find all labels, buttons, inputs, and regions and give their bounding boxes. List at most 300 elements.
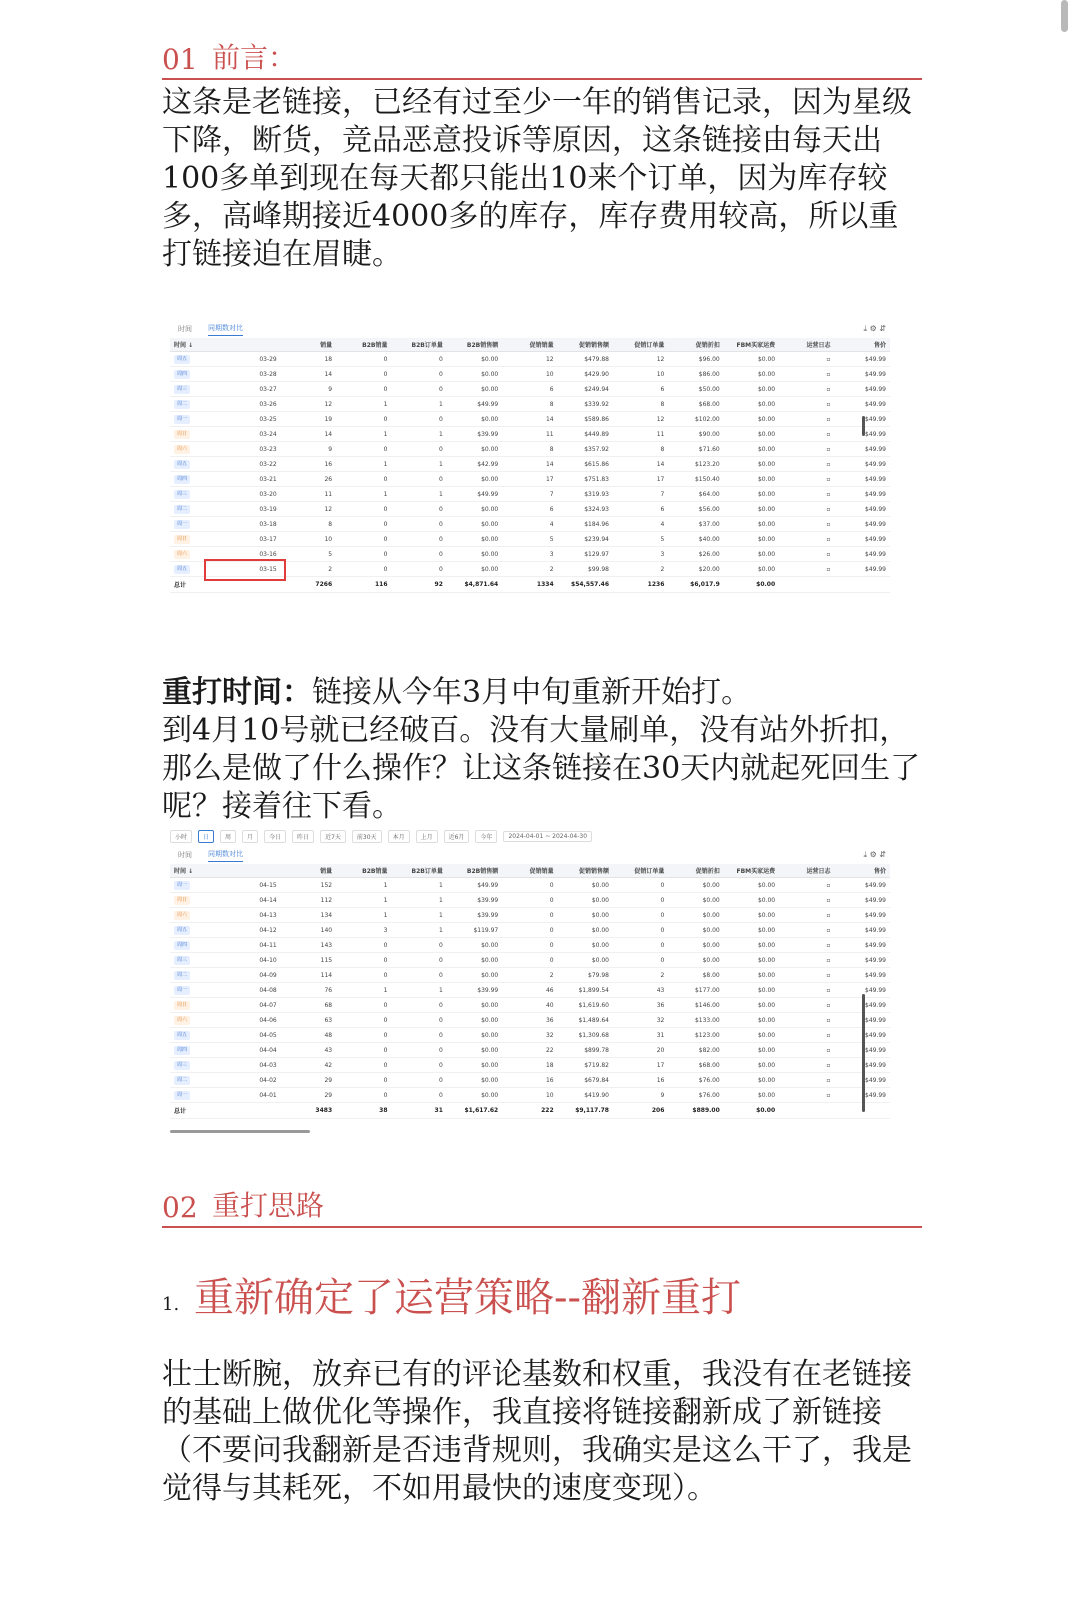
table-cell: 04-02 [225,1073,280,1088]
column-header[interactable]: 促销订单量 [613,338,668,352]
table-row [170,998,890,1013]
weekday-badge: 周日 [174,535,190,544]
column-header[interactable]: 促销折扣 [668,864,723,878]
column-header[interactable]: B2B销售额 [447,338,502,352]
table-cell: 1 [392,893,447,908]
table-cell: 7 [502,487,557,502]
table-cell: 0 [336,532,391,547]
table-cell: $0.00 [724,412,779,427]
table-cell: ▫ [779,1088,834,1103]
table-cell: 63 [281,1013,336,1028]
table-cell: 0 [502,893,557,908]
table-cell: 3 [502,547,557,562]
table-cell: $239.94 [558,532,613,547]
table-cell: ▫ [779,1028,834,1043]
date-filter-option[interactable]: 近6月 [444,830,470,843]
table-cell: 1 [336,397,391,412]
table-cell: $82.00 [668,1043,723,1058]
table-cell: 0 [392,968,447,983]
table-row [170,442,890,457]
table-cell: 0 [336,1013,391,1028]
table-cell: 143 [281,938,336,953]
total-cell: $0.00 [724,577,779,593]
weekday-badge: 周二 [174,505,190,514]
total-cell [835,577,891,593]
column-header[interactable]: 促销销售额 [558,338,613,352]
table-cell: $49.99 [835,923,891,938]
table-cell: 68 [281,998,336,1013]
weekday-badge: 周五 [174,1031,190,1040]
weekday-badge-cell [170,472,225,487]
table-cell: ▫ [779,983,834,998]
table-cell: $0.00 [724,502,779,517]
column-header[interactable]: B2B订单量 [392,338,447,352]
table-cell: 11 [502,427,557,442]
table-cell: $49.99 [835,998,891,1013]
table-cell: $0.00 [447,1028,502,1043]
date-filter-option[interactable]: 昨日 [292,830,314,843]
table-cell: 1 [336,487,391,502]
table-cell: 12 [613,352,668,367]
table-cell: 0 [502,938,557,953]
table-cell: 12 [281,397,336,412]
column-header[interactable] [225,338,280,352]
weekday-badge: 周三 [174,490,190,499]
weekday-badge: 周六 [174,550,190,559]
table-cell: $86.00 [668,367,723,382]
table-scrollbar[interactable] [862,994,865,1112]
table-cell: 43 [281,1043,336,1058]
weekday-badge-cell [170,397,225,412]
strategy-paragraph: 壮士断腕，放弃已有的评论基数和权重，我没有在老链接的基础上做优化等操作，我直接将链接翻新成了新链接（不要问我翻新是否违背规则，我确实是这么干了，我是觉得与其耗死，不如用最快的速度变现）。 [162,1357,912,1506]
table-cell: 04-03 [225,1058,280,1073]
table-cell: 9 [613,1088,668,1103]
table-cell: 134 [281,908,336,923]
weekday-badge: 周三 [174,1061,190,1070]
table-cell: $68.00 [668,1058,723,1073]
table-cell: $49.99 [835,442,891,457]
table-cell: $49.99 [835,502,891,517]
date-filter-option[interactable]: 小时 [170,830,192,843]
table-cell: 1 [392,397,447,412]
table-cell: $0.00 [724,547,779,562]
table-cell: $1,899.54 [558,983,613,998]
table-cell: 03-18 [225,517,280,532]
table-cell: ▫ [779,562,834,577]
table-cell: $49.99 [835,532,891,547]
table-cell: ▫ [779,472,834,487]
weekday-badge: 周一 [174,520,190,529]
table-cell: ▫ [779,382,834,397]
table-row [170,532,890,547]
table-cell: 112 [281,893,336,908]
table-cell: $49.99 [835,1088,891,1103]
table-cell: $39.99 [447,908,502,923]
table-cell: 04-06 [225,1013,280,1028]
section-number: 02 [162,1191,198,1224]
table-cell: $0.00 [668,878,723,893]
weekday-badge-cell [170,998,225,1013]
date-filter-option[interactable]: 近7天 [320,830,346,843]
table-cell: 17 [613,472,668,487]
column-header[interactable]: 运营日志 [779,864,834,878]
column-header[interactable]: FBM买家运费 [724,864,779,878]
table-row [170,352,890,367]
table-cell: $0.00 [724,352,779,367]
data-table [170,338,890,593]
table-cell: 42 [281,1058,336,1073]
column-header[interactable]: 促销销售额 [558,864,613,878]
total-cell: 222 [502,1103,557,1119]
table-scrollbar[interactable] [862,416,865,436]
table-cell: $96.00 [668,352,723,367]
column-header[interactable]: 促销销量 [502,864,557,878]
table-cell: $49.99 [835,1058,891,1073]
table-cell: $479.88 [558,352,613,367]
column-header[interactable]: B2B销量 [336,338,391,352]
table-tools-icon[interactable]: ⤓ ⚙ ⇵ [863,324,886,333]
table-row [170,502,890,517]
column-header[interactable]: B2B订单量 [392,864,447,878]
intro-paragraph: 这条是老链接，已经有过至少一年的销售记录，因为星级下降，断货，竞品恶意投诉等原因，这条链接由每天出100多单到现在每天都只能出10来个订单，因为库存较多，高峰期接近4000多的库存，库存费用较高，所以重打链接迫在眉睫。 [162,85,912,272]
table-cell: 04-14 [225,893,280,908]
date-filter-option[interactable]: 本月 [388,830,410,843]
scrollbar[interactable] [1061,0,1068,32]
table-cell: $20.00 [668,562,723,577]
table-cell: $0.00 [724,1013,779,1028]
section-header-ideas [162,1190,922,1228]
column-header[interactable]: B2B销售额 [447,864,502,878]
retime-label: 重打时间： [162,675,312,710]
column-header[interactable]: B2B销量 [336,864,391,878]
table-cell: 14 [281,427,336,442]
table-cell: 0 [336,938,391,953]
table-row [170,412,890,427]
table-cell: $0.00 [724,968,779,983]
table-cell: $177.00 [668,983,723,998]
table-cell: 03-22 [225,457,280,472]
tab-compare[interactable]: 同期数对比 [208,323,243,336]
table-cell: $49.99 [835,893,891,908]
table-cell: 0 [613,893,668,908]
weekday-badge: 周二 [174,971,190,980]
tab-time[interactable]: 时间 [178,325,192,333]
table-cell: ▫ [779,878,834,893]
table-cell: 0 [392,998,447,1013]
table-row [170,487,890,502]
table-cell: 0 [392,382,447,397]
table-cell: 1 [392,487,447,502]
table-row [170,893,890,908]
total-cell: 7266 [281,577,336,593]
table-cell: 0 [502,923,557,938]
column-header[interactable] [225,864,280,878]
total-cell: 总计 [170,577,225,593]
weekday-badge: 周六 [174,911,190,920]
total-cell: $6,017.9 [668,577,723,593]
column-header[interactable]: 促销订单量 [613,864,668,878]
date-filter-option[interactable]: 日 [198,830,214,843]
total-cell: $1,617.62 [447,1103,502,1119]
table-cell: 0 [392,532,447,547]
table-cell: $899.78 [558,1043,613,1058]
weekday-badge-cell [170,457,225,472]
table-cell: $0.00 [447,953,502,968]
table-cell: $324.93 [558,502,613,517]
table-cell: 0 [392,953,447,968]
table-cell: ▫ [779,442,834,457]
table-cell: ▫ [779,397,834,412]
date-filter-option[interactable]: 周 [220,830,236,843]
table-cell: $0.00 [724,367,779,382]
table-cell: $0.00 [724,1073,779,1088]
table-cell: 114 [281,968,336,983]
table-cell: $0.00 [724,427,779,442]
table-cell: 22 [502,1043,557,1058]
heading-title: 重新确定了运营策略--翻新重打 [194,1275,742,1321]
total-cell [225,1103,280,1119]
table-row [170,427,890,442]
tab-time[interactable]: 时间 [178,851,192,859]
table-tabs [162,320,898,338]
table-cell: 10 [502,367,557,382]
table-cell: ▫ [779,1013,834,1028]
weekday-badge-cell [170,923,225,938]
table-cell: $0.00 [447,968,502,983]
table-cell: $0.00 [724,397,779,412]
table-cell: ▫ [779,427,834,442]
weekday-badge-cell [170,502,225,517]
table-cell: $49.99 [835,487,891,502]
weekday-badge-cell [170,382,225,397]
table-cell: $615.86 [558,457,613,472]
heading-number: 1. [162,1294,180,1315]
table-cell: 0 [336,1028,391,1043]
retime-paragraph [162,674,922,826]
table-cell: ▫ [779,1043,834,1058]
table-row [170,983,890,998]
table-cell: $68.00 [668,397,723,412]
table-cell: $39.99 [447,983,502,998]
table-cell: $37.00 [668,517,723,532]
table-cell: $79.98 [558,968,613,983]
table-cell: $0.00 [558,878,613,893]
table-cell: 43 [613,983,668,998]
tab-compare[interactable]: 同期数对比 [208,849,243,862]
weekday-badge-cell [170,427,225,442]
table-cell: $0.00 [447,367,502,382]
table-cell: 36 [502,1013,557,1028]
table-cell: $184.96 [558,517,613,532]
table-cell: 04-05 [225,1028,280,1043]
table-cell: 0 [336,412,391,427]
column-header[interactable]: FBM买家运费 [724,338,779,352]
table-cell: $319.93 [558,487,613,502]
weekday-badge: 周六 [174,1016,190,1025]
weekday-badge-cell [170,1088,225,1103]
weekday-badge: 周五 [174,926,190,935]
table-row [170,1058,890,1073]
table-cell: $0.00 [447,1043,502,1058]
table-hscrollbar[interactable] [170,1130,310,1133]
column-header[interactable]: 时间 ↓ [170,864,225,878]
table-tools-icon[interactable]: ⤓ ⚙ ⇵ [863,850,886,859]
table-cell: $49.99 [835,547,891,562]
table-cell: 0 [336,382,391,397]
table-cell: 32 [613,1013,668,1028]
column-header[interactable]: 促销折扣 [668,338,723,352]
date-range-picker[interactable]: 2024-04-01 ~ 2024-04-30 [503,831,592,842]
table-cell: $49.99 [835,457,891,472]
weekday-badge-cell [170,953,225,968]
total-cell: $889.00 [668,1103,723,1119]
table-cell: $129.97 [558,547,613,562]
weekday-badge: 周二 [174,400,190,409]
table-cell: 36 [613,998,668,1013]
table-cell: 48 [281,1028,336,1043]
table-cell: 1 [392,908,447,923]
table-cell: 0 [392,1088,447,1103]
total-cell [779,1103,834,1119]
column-header[interactable]: 运营日志 [779,338,834,352]
table-cell: 03-28 [225,367,280,382]
weekday-badge: 周一 [174,986,190,995]
table-cell: 9 [281,442,336,457]
weekday-badge-cell [170,532,225,547]
table-cell: 8 [502,442,557,457]
table-cell: 03-17 [225,532,280,547]
column-header[interactable]: 销量 [281,338,336,352]
date-filter-option[interactable]: 上月 [416,830,438,843]
table-cell: ▫ [779,908,834,923]
table-cell: $90.00 [668,427,723,442]
table-cell: 0 [613,908,668,923]
table-cell: $49.99 [835,1028,891,1043]
weekday-badge-cell [170,1028,225,1043]
table-cell: 0 [336,562,391,577]
column-header[interactable]: 售价 [835,864,891,878]
table-cell: 0 [392,517,447,532]
table-cell: 17 [502,472,557,487]
table-cell: ▫ [779,352,834,367]
table-cell: 0 [392,412,447,427]
weekday-badge: 周五 [174,355,190,364]
table-cell: $99.98 [558,562,613,577]
table-cell: ▫ [779,502,834,517]
weekday-badge-cell [170,878,225,893]
date-filter-option[interactable]: 今年 [475,830,497,843]
table-row [170,953,890,968]
table-cell: 16 [502,1073,557,1088]
table-cell: 0 [613,878,668,893]
table-cell: $76.00 [668,1088,723,1103]
weekday-badge: 周一 [174,1091,190,1100]
total-cell: 116 [336,577,391,593]
table-row [170,367,890,382]
table-cell: ▫ [779,998,834,1013]
table-cell: $0.00 [724,938,779,953]
date-filter-option[interactable]: 今日 [264,830,286,843]
table-row [170,1013,890,1028]
table-cell: 1 [336,457,391,472]
table-cell: 2 [281,562,336,577]
column-header[interactable]: 时间 ↓ [170,338,225,352]
table-cell: 1 [336,908,391,923]
table-cell: 29 [281,1073,336,1088]
table-cell: 1 [336,893,391,908]
data-table [170,864,890,1119]
column-header[interactable]: 售价 [835,338,891,352]
table-cell: $49.99 [447,487,502,502]
column-header[interactable]: 促销销量 [502,338,557,352]
table-row [170,908,890,923]
table-cell: $0.00 [724,878,779,893]
table-cell: 115 [281,953,336,968]
table-cell: 9 [281,382,336,397]
total-cell: $0.00 [724,1103,779,1119]
weekday-badge-cell [170,517,225,532]
table-cell: 1 [336,983,391,998]
table-cell: 0 [392,938,447,953]
table-cell: 0 [613,923,668,938]
table-cell: $0.00 [724,1088,779,1103]
table-cell: $0.00 [724,953,779,968]
date-filter-option[interactable]: 月 [242,830,258,843]
table-cell: $0.00 [447,547,502,562]
table-cell: $0.00 [447,1088,502,1103]
table-cell: ▫ [779,923,834,938]
total-cell: 206 [613,1103,668,1119]
table-row [170,1028,890,1043]
table-cell: $49.99 [835,878,891,893]
weekday-badge: 周四 [174,370,190,379]
table-cell: 0 [336,517,391,532]
table-cell: 12 [281,502,336,517]
weekday-badge-cell [170,983,225,998]
table-cell: $0.00 [447,938,502,953]
table-cell: $0.00 [724,562,779,577]
table-cell: 8 [613,397,668,412]
table-cell: $0.00 [447,412,502,427]
table-cell: $49.99 [835,367,891,382]
total-cell: $4,871.64 [447,577,502,593]
weekday-badge-cell [170,367,225,382]
table-cell: 3 [336,923,391,938]
column-header[interactable]: 销量 [281,864,336,878]
table-cell: $0.00 [447,382,502,397]
total-cell [779,577,834,593]
table-cell: $0.00 [724,442,779,457]
table-cell: 03-15 [225,562,280,577]
section-number: 01 [162,43,198,76]
table-cell: $0.00 [668,923,723,938]
table-cell: 1 [392,427,447,442]
table-cell: $123.20 [668,457,723,472]
table-cell: 04-01 [225,1088,280,1103]
table-row [170,397,890,412]
table-tabs [162,846,898,864]
table-cell: 04-09 [225,968,280,983]
total-cell: 总计 [170,1103,225,1119]
table-cell: $751.83 [558,472,613,487]
table-row [170,1073,890,1088]
table-cell: $49.99 [835,427,891,442]
table-cell: 8 [281,517,336,532]
date-filter-option[interactable]: 前30天 [352,830,382,843]
weekday-badge: 周六 [174,445,190,454]
table-cell: ▫ [779,457,834,472]
table-cell: $49.99 [835,1073,891,1088]
